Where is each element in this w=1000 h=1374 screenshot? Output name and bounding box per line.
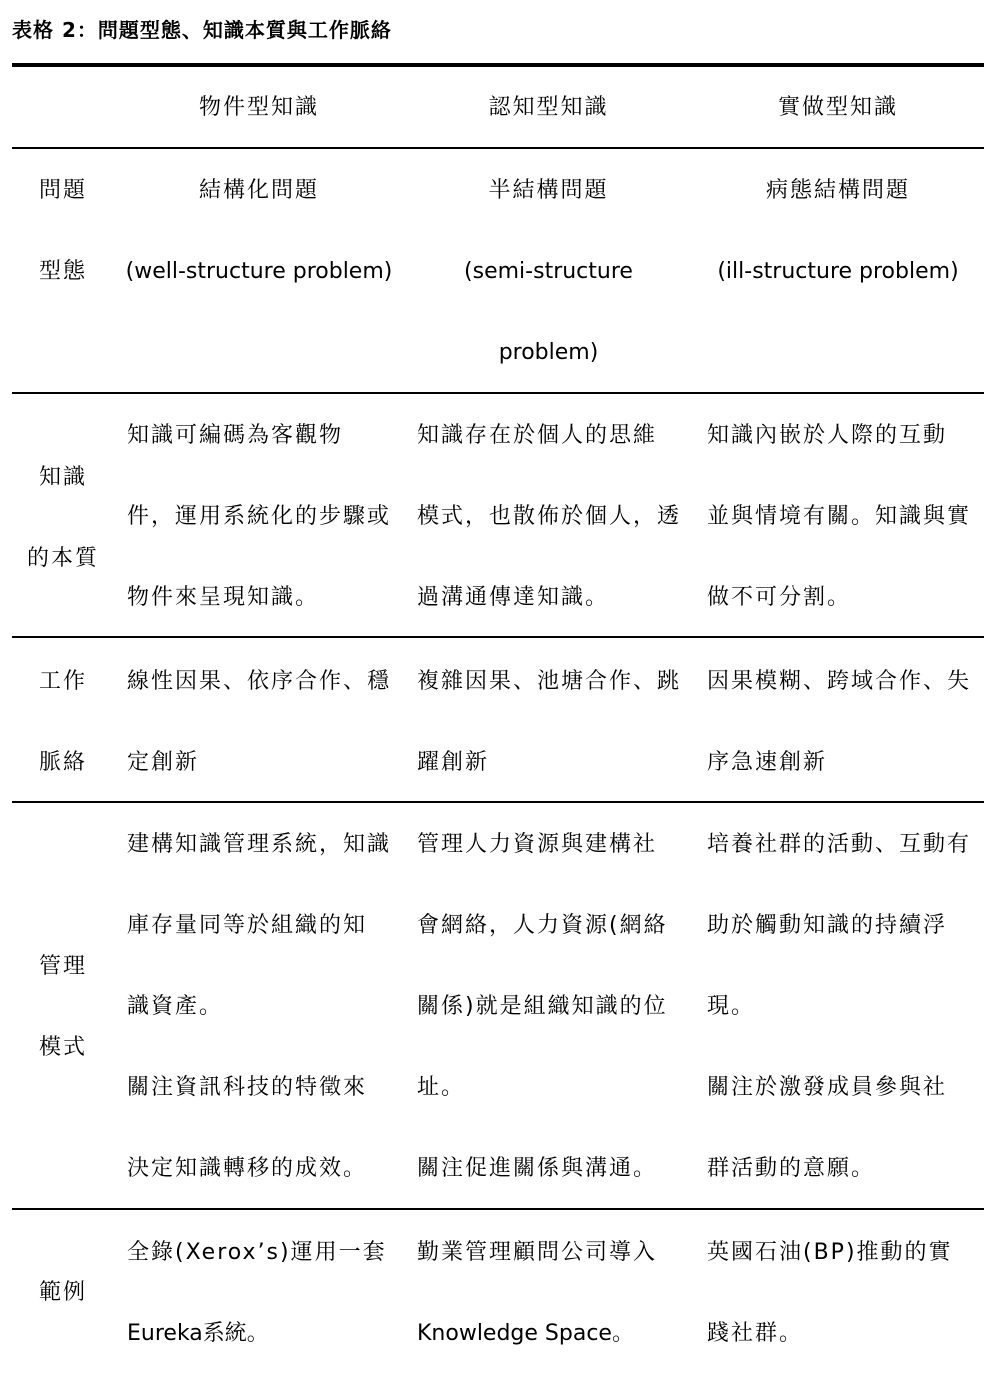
cell-line: 踐社群。	[707, 1321, 804, 1346]
header-practice-knowledge: 實做型知識	[777, 95, 898, 120]
cell-line: 結構化問題	[198, 178, 319, 203]
cell-examples-object	[127, 1212, 387, 1374]
cell-line: (well-structure problem)	[125, 259, 393, 284]
cell-problem-type-cognitive	[405, 150, 692, 393]
row-label-line: 知識	[38, 465, 87, 490]
cell-line: 線性因果、依序合作、穩	[127, 669, 392, 694]
cell-line: 躍創新	[417, 750, 490, 775]
cell-management-mode-practice	[707, 804, 971, 1209]
row-label-line: 管理	[38, 954, 87, 979]
row-divider	[12, 392, 984, 394]
cell-line: 英國石油(BP)推動的實	[707, 1240, 953, 1265]
cell-line: 識資產。	[127, 994, 224, 1019]
cell-line: 關注於激發成員參與社	[707, 1075, 948, 1100]
cell-work-context-cognitive	[417, 641, 681, 803]
cell-line: (semi-structure	[464, 259, 633, 284]
cell-management-mode-cognitive	[417, 804, 668, 1209]
cell-line: 勤業管理顧問公司導入	[417, 1240, 658, 1265]
cell-line: problem)	[498, 340, 599, 365]
cell-line: Eureka系統。	[127, 1321, 269, 1346]
cell-line: 物件來呈現知識。	[127, 585, 320, 610]
cell-problem-type-practice	[695, 150, 981, 312]
row-label-work-context	[20, 641, 106, 803]
row-label-management-mode	[20, 926, 106, 1088]
row-divider	[12, 636, 984, 638]
cell-management-mode-object	[127, 804, 391, 1209]
row-label-line: 模式	[38, 1035, 87, 1060]
table-caption: 表格 2：問題型態、知識本質與工作脈絡	[12, 18, 392, 42]
cell-line: 知識可編碼為客觀物	[127, 423, 344, 448]
cell-line: 關注促進關係與溝通。	[417, 1156, 658, 1181]
cell-line: 關係)就是組織知識的位	[417, 994, 668, 1019]
cell-line: 件，運用系統化的步驟或	[127, 504, 392, 529]
cell-line: 過溝通傳達知識。	[417, 585, 610, 610]
cell-line: Knowledge Space。	[417, 1321, 634, 1346]
row-label-problem-type	[20, 150, 106, 312]
cell-line: 定創新	[127, 750, 200, 775]
row-label-line: 工作	[38, 669, 87, 694]
cell-line: 群活動的意願。	[707, 1156, 876, 1181]
row-divider	[12, 147, 984, 149]
cell-line: 知識內嵌於人際的互動	[707, 423, 948, 448]
cell-line: 病態結構問題	[765, 178, 910, 203]
row-label-knowledge-nature	[20, 437, 106, 599]
cell-line: 會網絡，人力資源(網絡	[417, 913, 668, 938]
cell-problem-type-object	[116, 150, 402, 312]
cell-examples-practice	[707, 1212, 953, 1374]
cell-line: 庫存量同等於組織的知	[127, 913, 368, 938]
cell-line: 因果模糊、跨域合作、失	[707, 669, 972, 694]
row-label-line: 脈絡	[38, 750, 87, 775]
cell-line: 知識存在於個人的思維	[417, 423, 658, 448]
cell-line: 做不可分割。	[707, 585, 852, 610]
row-divider	[12, 1208, 984, 1210]
cell-line: 管理人力資源與建構社	[417, 832, 658, 857]
cell-line: 址。	[417, 1075, 466, 1100]
cell-work-context-practice	[707, 641, 971, 803]
cell-line: 全錄(Xerox’s)運用一套	[127, 1240, 387, 1265]
cell-line: 培養社群的活動、互動有	[707, 832, 972, 857]
cell-work-context-object	[127, 641, 391, 803]
cell-examples-cognitive	[417, 1212, 657, 1374]
header-object-knowledge: 物件型知識	[198, 95, 319, 120]
cell-line: 並與情境有關。知識與實	[707, 504, 972, 529]
cell-line: 助於觸動知識的持續浮	[707, 913, 948, 938]
cell-line: 複雜因果、池塘合作、跳	[417, 669, 682, 694]
row-label-line: 問題	[38, 178, 87, 203]
row-label-line: 範例	[38, 1280, 87, 1305]
cell-line: 關注資訊科技的特徵來	[127, 1075, 368, 1100]
cell-knowledge-nature-object	[127, 395, 391, 638]
cell-line: 序急速創新	[707, 750, 828, 775]
cell-knowledge-nature-practice	[707, 395, 971, 638]
row-label-line: 型態	[38, 259, 87, 284]
cell-knowledge-nature-cognitive	[417, 395, 681, 638]
cell-line: 模式，也散佈於個人，透	[417, 504, 682, 529]
row-label-line: 的本質	[26, 546, 99, 571]
cell-line: 現。	[707, 994, 756, 1019]
cell-line: 決定知識轉移的成效。	[127, 1156, 368, 1181]
row-divider	[12, 801, 984, 803]
cell-line: 半結構問題	[488, 178, 609, 203]
cell-line: 建構知識管理系統，知識	[127, 832, 392, 857]
row-label-examples	[20, 1252, 106, 1333]
header-cognitive-knowledge: 認知型知識	[488, 95, 609, 120]
cell-line: (ill-structure problem)	[717, 259, 959, 284]
